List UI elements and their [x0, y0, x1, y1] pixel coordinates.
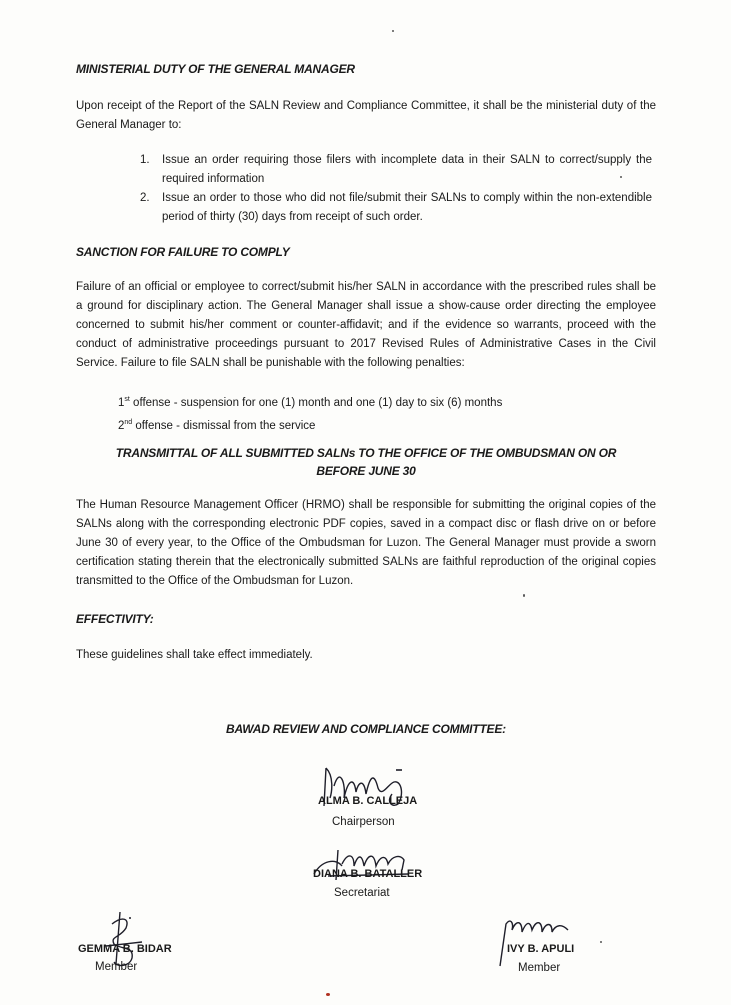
scan-speck: [600, 941, 602, 943]
sanction-body: Failure of an official or employee to correct/submit his/her SALN in accordance with the prescribed rules shall be a ground for disciplinary action. The General Manager shall issue a show-cause order directing the employee concerned to submit his/her comment or counter-affidavit; and if the evidence so warrants, proceed with the conduct of administrative proceedings pursuant to 2017 Revised Rules of Administrative Cases in the Civil Service. Failure to file SALN shall be punishable with the following penalties:: [76, 281, 656, 369]
ministerial-duty-intro: Upon receipt of the Report of the SALN Review and Compliance Committee, it shall be the ministerial duty of the General Manager to:: [76, 100, 656, 131]
list-item: 2. Issue an order to those who did not file/submit their SALNs to comply within the non-extendible period of thirty (30) days from receipt of such order.: [140, 192, 652, 223]
signatory-name-member-left: GEMMA B. BIDAR: [78, 943, 172, 955]
ministerial-duty-list: [140, 151, 652, 227]
signatory-name-secretariat: DIANA B. BATALLER: [313, 868, 423, 880]
penalties-list: [118, 390, 502, 436]
penalty-first: 1st offense - suspension for one (1) month and one (1) day to six (6) months: [118, 396, 503, 409]
transmittal-body: The Human Resource Management Officer (HRMO) shall be responsible for submitting the original copies of the SALNs along with the corresponding electronic PDF copies, saved in a compact disc or flash drive on or before June 30 of every year, to the Office of the Ombudsman for Luzon. The General Manager must provide a sworn certification stating therein that the electronically submitted SALNs are faithful reproduction of the original copies transmitted to the Office of the Ombudsman for Luzon.: [76, 499, 656, 587]
scan-speck: [620, 176, 622, 178]
penalty-second: 2nd offense - dismissal from the service: [118, 418, 316, 432]
signatory-role-chairperson: Chairperson: [332, 816, 395, 828]
signature-member-right: [490, 910, 580, 970]
ministerial-duty-heading: MINISTERIAL DUTY OF THE GENERAL MANAGER: [76, 62, 355, 76]
scan-speck: [326, 993, 330, 996]
signatory-role-member-right: Member: [518, 962, 561, 974]
signature-secretariat: [308, 840, 418, 890]
transmittal-heading: TRANSMITTAL OF ALL SUBMITTED SALNs TO THE OFFICE OF THE OMBUDSMAN ON OR BEFORE JUNE 30: [115, 446, 617, 478]
committee-heading: BAWAD REVIEW AND COMPLIANCE COMMITTEE:: [226, 722, 506, 736]
signatory-role-secretariat: Secretariat: [334, 887, 390, 899]
effectivity-heading: EFFECTIVITY:: [76, 612, 154, 626]
effectivity-body: These guidelines shall take effect immediately.: [76, 649, 313, 661]
scan-speck: [392, 30, 394, 32]
signatory-role-member-left: Member: [95, 961, 138, 973]
scan-speck: [523, 594, 525, 597]
list-item: 1. Issue an order requiring those filers with incomplete data in their SALN to correct/supply the required information: [140, 154, 652, 185]
signatory-name-member-right: IVY B. APULI: [507, 943, 575, 955]
signatory-name-chairperson: ALMA B. CALLEJA: [318, 795, 418, 807]
sanction-heading: SANCTION FOR FAILURE TO COMPLY: [76, 245, 290, 259]
